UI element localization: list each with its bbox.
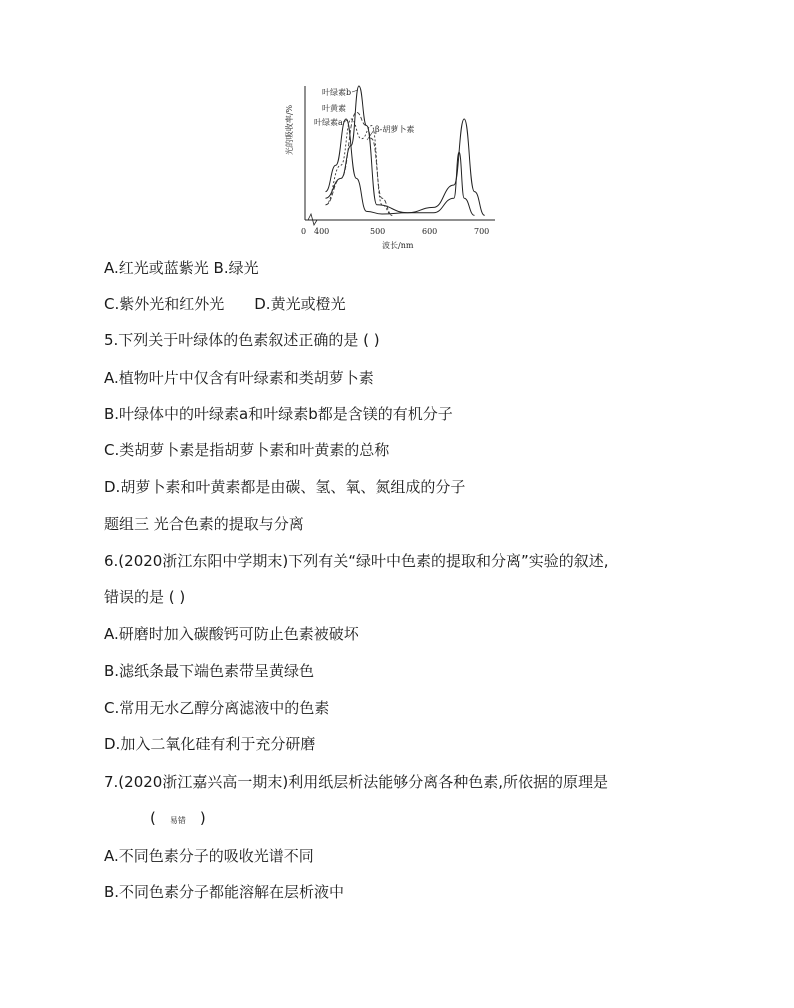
option-4-c: C.紫外光和红外光	[104, 295, 225, 313]
x-tick-label: 500	[370, 227, 386, 236]
x-tick-label: 700	[474, 227, 490, 236]
question-7-option-a: A.不同色素分子的吸收光谱不同	[104, 847, 314, 865]
question-6-option-b: B.滤纸条最下端色素带呈黄绿色	[104, 662, 315, 680]
legend-chlorophyll-b: 叶绿素b	[322, 88, 352, 97]
absorption-chart	[270, 78, 510, 253]
x-tick-label: 0	[301, 227, 307, 236]
option-4-cd	[104, 294, 346, 314]
question-5-option-a: A.植物叶片中仅含有叶绿素和类胡萝卜素	[104, 369, 374, 387]
legend-beta-carotene: β-胡萝卜素	[375, 125, 415, 134]
question-7-answer-paren: ( 易错 )	[150, 809, 206, 827]
question-6-line-2: 错误的是 ( )	[104, 588, 186, 606]
question-7-line-1: 7.(2020浙江嘉兴高一期末)利用纸层析法能够分离各种色素,所依据的原理是	[104, 773, 608, 791]
absorption-spectrum-figure	[270, 78, 510, 253]
option-4-d: D.黄光或橙光	[254, 295, 346, 313]
question-6-option-d: D.加入二氧化硅有利于充分研磨	[104, 735, 316, 753]
leader-line	[367, 130, 374, 140]
question-6-option-a: A.研磨时加入碳酸钙可防止色素被破坏	[104, 625, 359, 643]
question-5-option-c: C.类胡萝卜素是指胡萝卜素和叶黄素的总称	[104, 441, 390, 459]
y-axis-label: 光的吸收率/%	[285, 104, 294, 156]
x-tick-label: 600	[422, 227, 438, 236]
question-5-option-b: B.叶绿体中的叶绿素a和叶绿素b都是含镁的有机分子	[104, 405, 453, 423]
error-prone-tag: 易错	[169, 816, 186, 825]
legend-lutein: 叶黄素	[322, 104, 346, 113]
x-axis-label: 波长/nm	[382, 241, 414, 250]
section-heading: 题组三 光合色素的提取与分离	[104, 515, 304, 533]
question-5: 5.下列关于叶绿体的色素叙述正确的是 ( )	[104, 331, 380, 349]
legend-chlorophyll-a: 叶绿素a	[314, 118, 343, 127]
question-5-option-d: D.胡萝卜素和叶黄素都是由碳、氢、氧、氮组成的分子	[104, 478, 466, 496]
x-tick-label: 400	[314, 227, 330, 236]
question-6-option-c: C.常用无水乙醇分离滤液中的色素	[104, 699, 330, 717]
option-4-ab: A.红光或蓝紫光 B.绿光	[104, 259, 259, 277]
question-6-line-1: 6.(2020浙江东阳中学期末)下列有关“绿叶中色素的提取和分离”实验的叙述,	[104, 552, 609, 570]
question-7-option-b: B.不同色素分子都能溶解在层析液中	[104, 883, 345, 901]
